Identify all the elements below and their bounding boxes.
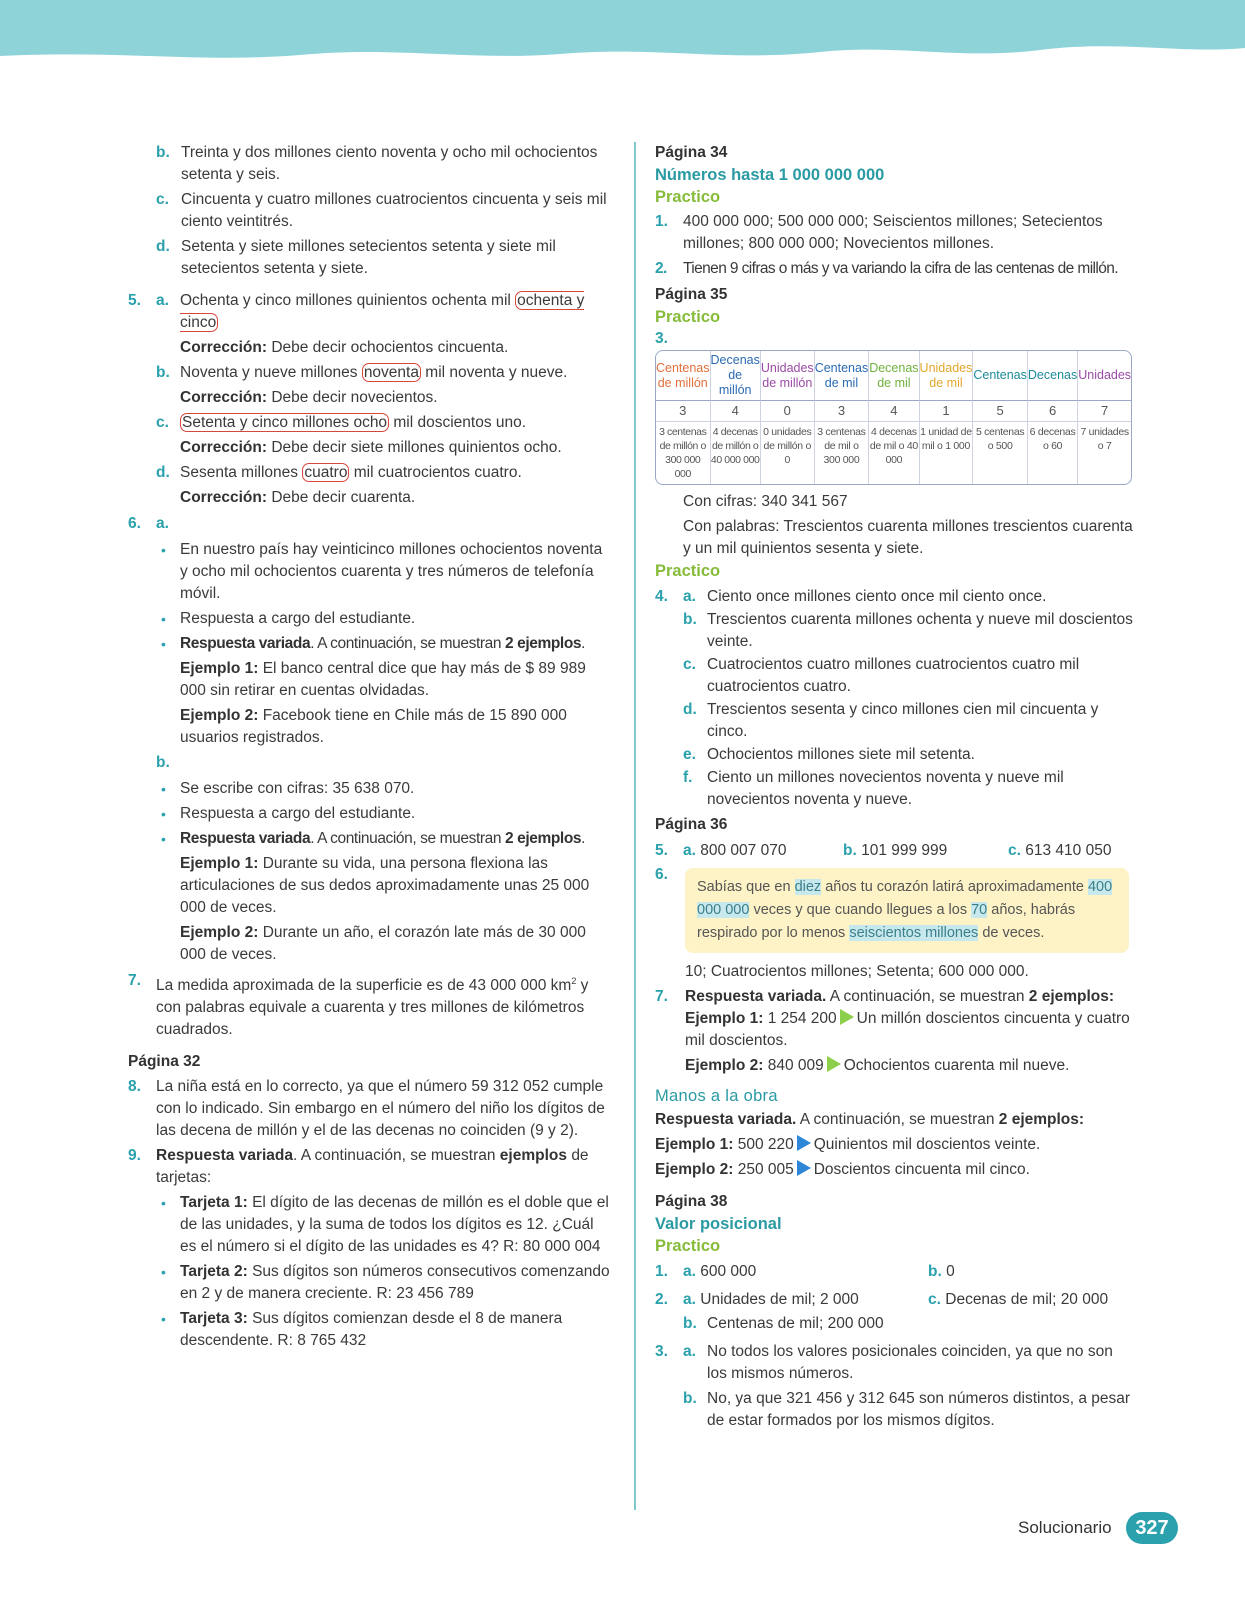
- q5c-correction: Corrección: Debe decir siete millones quinientos ocho.: [180, 439, 562, 456]
- circled-error: noventa: [363, 364, 419, 381]
- q4c: c. Cincuenta y cuatro millones cuatrocientos cincuenta y seis mil ciento veintitrés.: [156, 191, 607, 230]
- table-cell: 7 unidades o 7: [1080, 426, 1129, 452]
- q9: 9. Respuesta variada. A continuación, se muestran ejemplos de tarjetas:: [128, 1147, 589, 1187]
- q5b: b. Noventa y nueve millones noventa mil noventa y nueve.: [156, 364, 568, 381]
- table-cell: 1 unidad de mil o 1 000: [920, 422, 974, 484]
- arrow-icon: [827, 1056, 841, 1072]
- r-q4a: 4. a. Ciento once millones ciento once mil ciento once.: [655, 588, 1047, 605]
- arrow-icon: [797, 1160, 811, 1176]
- manos-example2: Ejemplo 2: 250 005 Doscientos cincuenta mil cinco.: [655, 1161, 1030, 1178]
- p38-q2: 2. a. Unidades de mil; 2 000 c. Decenas de mil; 20 000: [655, 1291, 1109, 1308]
- table-cell: 7: [1078, 401, 1131, 422]
- q9-card2: • Tarjeta 2: Sus dígitos son números consecutivos comenzando en 2 y de manera creciente. R: 23 456 789: [161, 1263, 610, 1303]
- fact-note: Sabías que en diez años tu corazón latirá aproximadamente 400 000 000 veces y que cuando llegues a los 70 años, habrás respirado por lo menos seiscientos millones de veces.: [685, 868, 1129, 953]
- table-header-row: [656, 351, 1131, 401]
- arrow-icon: [840, 1009, 854, 1025]
- manos-example1: Ejemplo 1: 500 220 Quinientos mil doscientos veinte.: [655, 1136, 1041, 1153]
- practico-heading: Practico: [655, 308, 721, 326]
- page-36-heading: Página 36: [655, 816, 728, 833]
- circled-error: ochenta y cinco: [180, 292, 585, 331]
- practico-heading: Practico: [655, 562, 721, 580]
- r-q7-example1: Ejemplo 1: 1 254 200 Un millón doscientos cincuenta y cuatro mil doscientos.: [685, 1010, 1130, 1049]
- column-divider: [634, 142, 636, 1510]
- q6b-item3: • Respuesta variada. A continuación, se muestran 2 ejemplos.: [161, 830, 586, 847]
- table-row-digits: [656, 401, 1131, 422]
- place-value-table: [655, 350, 1132, 485]
- p38-q3a: 3. a. No todos los valores posicionales coinciden, ya que no son los mismos números.: [655, 1343, 1113, 1382]
- q9-card3: • Tarjeta 3: Sus dígitos comienzan desde el 8 de manera descendente. R: 8 765 432: [161, 1310, 563, 1350]
- r-q4f: f. Ciento un millones novecientos noventa y nueve mil novecientos noventa y nueve.: [683, 769, 1064, 808]
- manos-answer: Respuesta variada. A continuación, se muestran 2 ejemplos:: [655, 1111, 1085, 1128]
- header-centenas: Centenas: [973, 351, 1028, 401]
- header-decenas-mil: Decenas de mil: [869, 351, 919, 401]
- q5c: c. Setenta y cinco millones ocho mil doscientos uno.: [156, 414, 527, 431]
- table-cell: 5: [973, 401, 1028, 422]
- table-cell: 4: [869, 401, 919, 422]
- r-q3-number: 3.: [655, 330, 668, 347]
- q5a: 5. a. Ochenta y cinco millones quinientos ochenta mil ochenta y cinco: [128, 292, 585, 331]
- circled-error: cuatro: [304, 464, 348, 481]
- q6a-example2: Ejemplo 2: Facebook tiene en Chile más de 15 890 000 usuarios registrados.: [180, 707, 567, 746]
- r-q5: 5. a. 800 007 070 b. 101 999 999 c. 613 410 050: [655, 842, 1112, 859]
- r-q4b: b. Trescientos cuarenta millones ochenta y nueve mil doscientos veinte.: [683, 611, 1133, 650]
- q6b-example1: Ejemplo 1: Durante su vida, una persona flexiona las articulaciones de sus dedos aproximadamente unas 25 000 000 de veces.: [180, 855, 590, 916]
- q5b-correction: Corrección: Debe decir novecientos.: [180, 389, 438, 406]
- table-cell: 0: [761, 401, 815, 422]
- header-unidades: Unidades: [1078, 351, 1131, 401]
- table-cell: 5 centenas o 500: [973, 422, 1028, 484]
- r-q4c: c. Cuatrocientos cuatro millones cuatrocientos cuatro mil cuatrocientos cuatro.: [683, 656, 1080, 695]
- header-centenas-millon: Centenas de millón: [656, 351, 711, 401]
- page-35-heading: Página 35: [655, 286, 728, 303]
- table-row-values: [656, 422, 1131, 484]
- q6b-item2: • Respuesta a cargo del estudiante.: [161, 805, 416, 822]
- q6b-example2: Ejemplo 2: Durante un año, el corazón late más de 30 000 000 de veces.: [180, 924, 586, 963]
- table-cell: 6: [1028, 401, 1078, 422]
- q4b: b. Treinta y dos millones ciento noventa y ocho mil ochocientos setenta y seis.: [156, 144, 598, 183]
- r-q4d: d. Trescientos sesenta y cinco millones cien mil cincuenta y cinco.: [683, 701, 1099, 740]
- left-column: [128, 142, 613, 1352]
- p38-q1: 1. a. 600 000 b. 0: [655, 1263, 955, 1280]
- r-q6-answer: 10; Cuatrocientos millones; Setenta; 600 000 000.: [685, 963, 1029, 980]
- practico-heading: Practico: [655, 1237, 721, 1255]
- q8: 8. La niña está en lo correcto, ya que el número 59 312 052 cumple con lo indicado. Sin embargo en el número del niño los dígitos de las decena de millón y el de las decenas no coinciden (9 y 2).: [128, 1078, 605, 1140]
- r-q1: 1. 400 000 000; 500 000 000; Seiscientos millones; Setecientos millones; 800 000 000; Novecientos millones.: [655, 213, 1103, 252]
- table-cell: 4 decenas de millón o 40 000 000: [711, 422, 761, 484]
- header-centenas-mil: Centenas de mil: [815, 351, 870, 401]
- q5d: d. Sesenta millones cuatro mil cuatrocientos cuatro.: [156, 464, 522, 481]
- r-q7-example2: Ejemplo 2: 840 009 Ochocientos cuarenta mil nueve.: [685, 1057, 1070, 1074]
- section-title-38: Valor posicional: [655, 1215, 782, 1233]
- q7: 7. La medida aproximada de la superficie es de 43 000 000 $km^2$ y con palabras equivale a cuarenta y tres millones de kilómetros cuadrados.: [128, 972, 589, 1039]
- footer-label: Solucionario: [1018, 1518, 1112, 1537]
- table-cell: 3 centenas de millón o 300 000 000: [656, 422, 711, 484]
- page-38-heading: Página 38: [655, 1193, 728, 1210]
- r-q2: 2. Tienen 9 cifras o más y va variando la cifra de las centenas de millón.: [655, 260, 1118, 277]
- r-q4e: e. Ochocientos millones siete mil setenta.: [683, 746, 975, 763]
- q6a-item1: • En nuestro país hay veinticinco millones ochocientos noventa y ocho mil ochocientos cuarenta y tres números de telefonía móvil.: [161, 541, 603, 602]
- header-decenas-millon: Decenas de millón: [711, 351, 761, 401]
- r-q7: 7. Respuesta variada. A continuación, se muestran 2 ejemplos:: [655, 988, 1115, 1005]
- r-q3-cifras: Con cifras: 340 341 567: [683, 493, 848, 510]
- circled-error: Setenta y cinco millones ocho: [182, 414, 388, 431]
- header-decenas: Decenas: [1028, 351, 1078, 401]
- q6b: b.: [156, 754, 170, 771]
- right-column: Página 34 Números hasta 1 000 000 000 Practico 1. 400 000 000; 500 000 000; Seiscientos millones; Setecientos millones; 800 000 000; Novecientos millones. 2. Tienen 9 cifras o más y va variando la cifra de las centenas de millón. Página 35 Practico 3. Centenas de millón Decenas de millón Unidades de millón Centenas de mil Decenas de mil Unidades de mil Centenas Decenas Unidades 3 4 0 3 4 1 5 6 7 3 centenas de millón o 300 000 000 4 decenas de millón o 40 000 000 0 unidades de millón o 0 3 centenas de mil o 300 000 4 decenas de mil o 40 000 1 unidad de mil o 1 000 5 centenas o 500 6 decenas o 60 7 unidades o 7 Con cifras: 340 341 567 Con palabras: Trescientos cuarenta millones trescientos cuarenta y un mil quinientos sesenta y siete. Practico 4. a. Ciento once millones ciento once mil ciento once. b. Trescientos cuarenta millones ochenta y nueve mil doscientos veinte. c. Cuatrocientos cuatro millones cuatrocientos cuatro mil cuatrocientos cuatro. d. Trescientos sesenta y cinco millones cien mil cincuenta y cinco. e. Ochocientos millones siete mil setenta. f. Ciento un millones novecientos noventa y nueve mil novecientos noventa y nueve. Página 36 5. a. 800 007 070 b. 101 999 999 c. 613 410 050 6. Sabías que en diez años tu corazón latirá aproximadamente 400 000 000 veces y que cuando llegues a los 70 años, habrás respirado por lo menos seiscientos millones de veces. 10; Cuatrocientos millones; Setenta; 600 000 000. 7. Respuesta variada. A continuación, se muestran 2 ejemplos: Ejemplo 1: 1 254 200 Un millón doscientos cincuenta y cuatro mil doscientos. Ejemplo 2: 840 009 Ochocientos cuarenta mil nueve. Manos a la obra Respuesta variada. A continuación, se muestran 2 ejemplos: Ejemplo 1: 500 220 Quinientos mil doscientos veinte. Ejemplo 2: 250 005 Doscientos cincuenta mil cinco. Página 38 Valor posicional Practico 1. a. 600 000 b. 0 2. a. Unidades de mil; 2 000 c. Decenas de mil; 20 000 b. Centenas de mil; 200 000 3. a. No todos los valores posicionales coinciden, ya que no son los mismos números. b. No, ya que 321 456 y 312 645 son números distintos, a pesar de estar formados por los mismos dígitos.: [655, 142, 1135, 1432]
- p38-q3b: b. No, ya que 321 456 y 312 645 son números distintos, a pesar de estar formados por los mismos dígitos.: [683, 1390, 1131, 1429]
- table-cell: 3: [656, 401, 711, 422]
- manos-a-la-obra-heading: Manos a la obra: [655, 1087, 778, 1105]
- top-banner: [0, 0, 1245, 70]
- q5d-correction: Corrección: Debe decir cuarenta.: [180, 489, 416, 506]
- header-unidades-millon: Unidades de millón: [761, 351, 815, 401]
- q9-card1: • Tarjeta 1: El dígito de las decenas de millón es el doble que el de las unidades, y la suma de todos los dígitos es 12. ¿Cuál es el número si el dígito de las unidades es 4? R: 80 000 004: [161, 1194, 609, 1256]
- table-cell: 3: [815, 401, 870, 422]
- section-title-34: Números hasta 1 000 000 000: [655, 166, 885, 184]
- page-34-heading: Página 34: [655, 144, 728, 161]
- p38-q2b: b. Centenas de mil; 200 000: [683, 1315, 884, 1332]
- table-cell: 1: [920, 401, 974, 422]
- q5a-correction: Corrección: Debe decir ochocientos cincuenta.: [180, 339, 509, 356]
- q6a: 6. a.: [128, 515, 169, 532]
- table-cell: 3 centenas de mil o 300 000: [815, 422, 870, 484]
- table-cell: 0 unidades de millón o 0: [761, 422, 815, 484]
- table-cell: 6 decenas o 60: [1028, 422, 1078, 484]
- r-q3-palabras: Con palabras: Trescientos cuarenta millones trescientos cuarenta y un mil quinientos sesenta y siete.: [683, 518, 1133, 557]
- page-32-heading: Página 32: [128, 1053, 201, 1071]
- q6a-item2: • Respuesta a cargo del estudiante.: [161, 610, 416, 627]
- practico-heading: Practico: [655, 188, 721, 206]
- header-unidades-mil: Unidades de mil: [920, 351, 974, 401]
- q6a-example1: Ejemplo 1: El banco central dice que hay más de $ 89 989 000 sin retirar en cuentas olvidadas.: [180, 660, 586, 699]
- arrow-icon: [797, 1135, 811, 1151]
- q6b-item1: • Se escribe con cifras: 35 638 070.: [161, 780, 415, 797]
- table-cell: 4 decenas de mil o 40 000: [869, 422, 919, 484]
- table-cell: 4: [711, 401, 761, 422]
- page-number-badge: 327: [1126, 1512, 1178, 1544]
- q6a-item3: • Respuesta variada. A continuación, se muestran 2 ejemplos.: [161, 635, 586, 652]
- q4d: d. Setenta y siete millones setecientos setenta y siete mil setecientos setenta y siete.: [156, 238, 556, 277]
